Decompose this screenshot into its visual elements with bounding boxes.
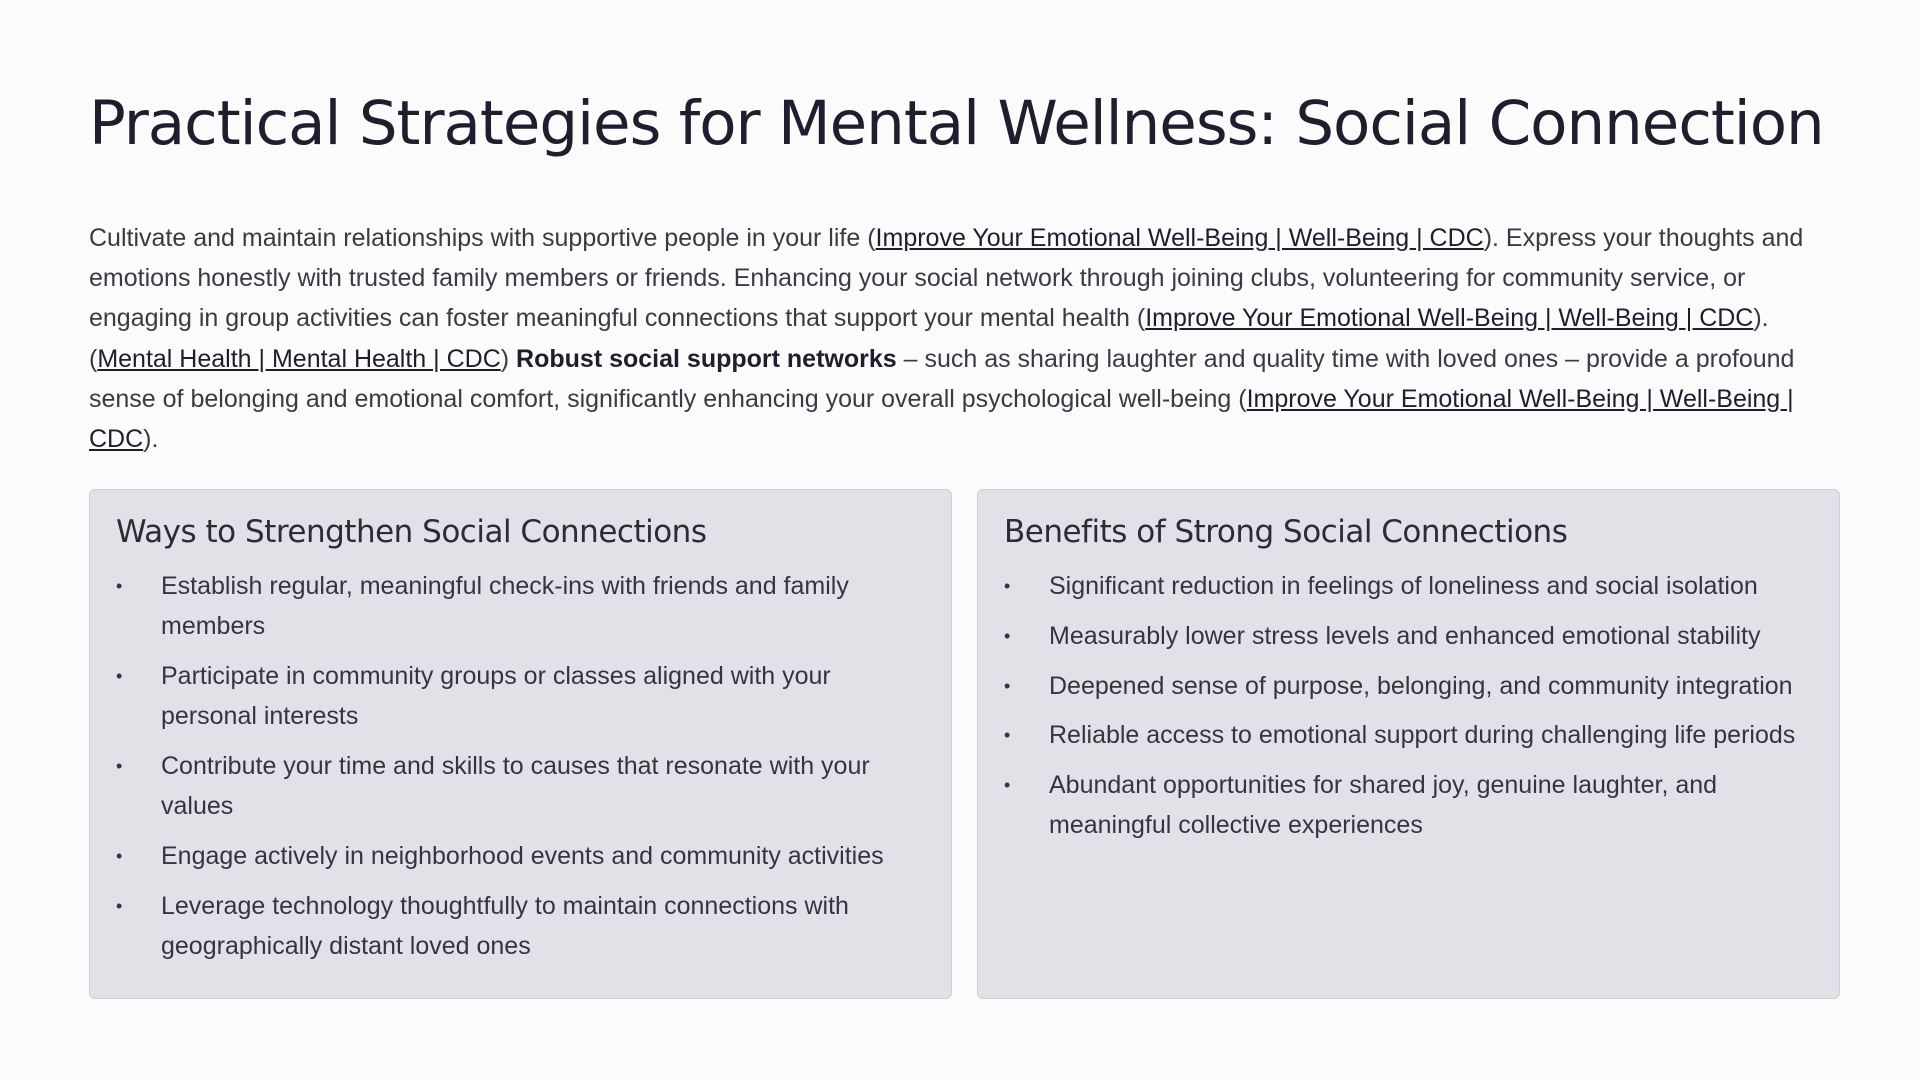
bullet-icon: • bbox=[116, 846, 123, 866]
ways-list bbox=[116, 566, 925, 966]
intro-text: ). ( bbox=[89, 304, 1769, 373]
benefits-card-heading: Benefits of Strong Social Connections bbox=[1004, 514, 1568, 550]
list-item bbox=[116, 746, 925, 826]
list-item-text: Abundant opportunities for shared joy, genuine laughter, and meaningful collective experiences bbox=[1049, 771, 1718, 840]
list-item-text: Engage actively in neighborhood events and community activities bbox=[161, 842, 884, 870]
cdc-emotional-wellbeing-link[interactable]: Improve Your Emotional Well-Being | Well-Being | CDC bbox=[875, 224, 1484, 252]
bullet-icon: • bbox=[116, 576, 123, 596]
list-item-text: Deepened sense of purpose, belonging, and community integration bbox=[1049, 671, 1793, 700]
ways-card-heading: Ways to Strengthen Social Connections bbox=[116, 514, 707, 550]
page-title: Practical Strategies for Mental Wellness: Social Connection bbox=[89, 88, 1824, 159]
intro-text: ). Express your thoughts and emotions honestly with trusted family members or friends. Enhancing your social network through joining clubs, volunteering for community service, or engaging in group activities can foster meaningful connections that support your mental health ( bbox=[89, 224, 1804, 333]
list-item-text: Participate in community groups or classes aligned with your personal interests bbox=[161, 662, 831, 731]
cdc-emotional-wellbeing-link[interactable]: Improve Your Emotional Well-Being | Well-Being | CDC bbox=[1145, 304, 1754, 333]
cdc-mental-health-link[interactable]: Mental Health | Mental Health | CDC bbox=[97, 344, 501, 373]
list-item bbox=[116, 886, 925, 966]
intro-text: ) bbox=[500, 344, 517, 373]
bullet-icon: • bbox=[1004, 775, 1011, 796]
benefits-list bbox=[1004, 566, 1813, 846]
list-item bbox=[1004, 765, 1813, 845]
list-item-text: Contribute your time and skills to causes that resonate with your values bbox=[161, 752, 870, 821]
intro-text: – such as sharing laughter and quality time with loved ones – provide a profound sense of belonging and emotional comfort, significantly enhancing your overall psychological well-being ( bbox=[89, 344, 1795, 413]
list-item-text: Measurably lower stress levels and enhanced emotional stability bbox=[1049, 621, 1761, 650]
bullet-icon: • bbox=[116, 895, 123, 916]
list-item bbox=[1004, 616, 1813, 656]
bullet-icon: • bbox=[116, 666, 123, 686]
ways-card bbox=[89, 489, 952, 999]
bullet-icon: • bbox=[116, 756, 123, 776]
benefits-card bbox=[977, 489, 1840, 999]
list-item-text: Leverage technology thoughtfully to maintain connections with geographically distant loved ones bbox=[161, 891, 849, 960]
cards-row bbox=[89, 489, 1840, 999]
intro-bold-text: Robust social support networks bbox=[516, 344, 897, 373]
cdc-emotional-wellbeing-link[interactable]: Improve Your Emotional Well-Being | Well-Being | CDC bbox=[89, 384, 1794, 454]
intro-text: ). bbox=[143, 425, 159, 454]
intro-text: Cultivate and maintain relationships with supportive people in your life ( bbox=[89, 224, 876, 252]
list-item bbox=[116, 836, 925, 876]
list-item bbox=[116, 656, 925, 736]
bullet-icon: • bbox=[1004, 625, 1011, 646]
list-item-text: Reliable access to emotional support during challenging life periods bbox=[1049, 721, 1796, 750]
intro-paragraph bbox=[89, 218, 1834, 459]
bullet-icon: • bbox=[1004, 675, 1011, 696]
list-item-text: Significant reduction in feelings of loneliness and social isolation bbox=[1049, 572, 1758, 600]
list-item bbox=[1004, 715, 1813, 755]
bullet-icon: • bbox=[1004, 725, 1011, 746]
list-item-text: Establish regular, meaningful check-ins with friends and family members bbox=[161, 572, 849, 641]
bullet-icon: • bbox=[1004, 576, 1011, 596]
list-item bbox=[1004, 666, 1813, 706]
list-item bbox=[1004, 566, 1813, 606]
list-item bbox=[116, 566, 925, 646]
